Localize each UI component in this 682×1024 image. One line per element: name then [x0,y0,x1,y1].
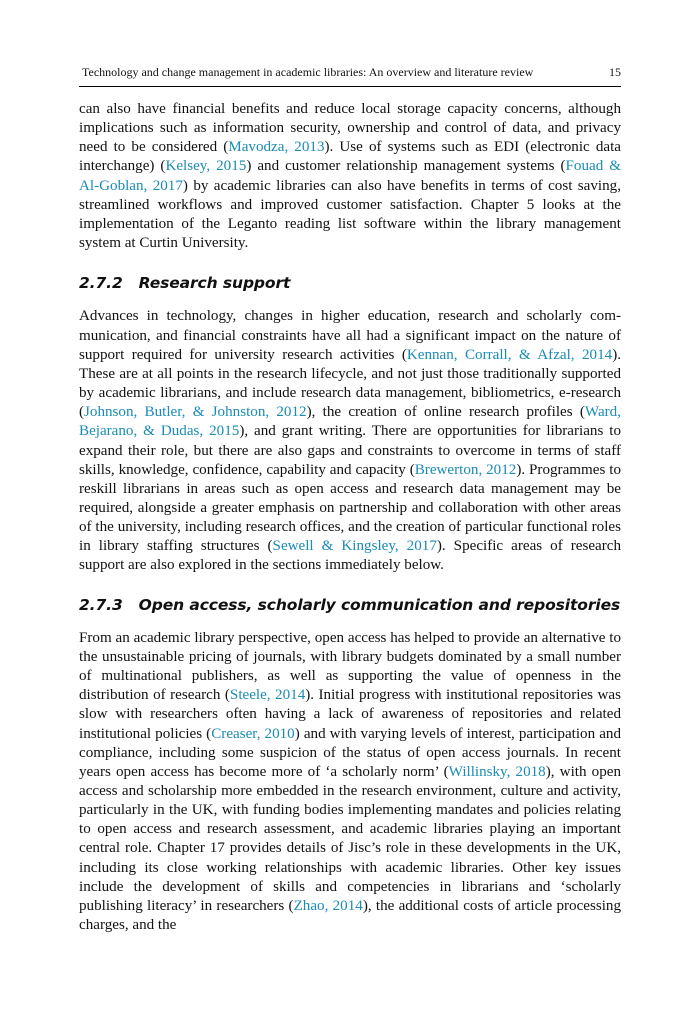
text-run: ). Specific areas of research support are also explored in the sections immediately below. [79,538,621,574]
citation-link[interactable]: Fouad & Al-Goblan, 2017 [79,158,621,194]
text-run: ) by academic libraries can also have benefits in terms of cost saving, streamlined workflows and improved customer satisfaction. Chapter 5 looks at the implementation of the Leganto reading list software within the library management system at Curtin University. [79,177,621,252]
research-support-paragraph [79,307,621,575]
section-number: 2.7.2 [79,274,123,293]
section-title: Open access, scholarly communication and repositories [138,595,621,614]
section-title: Research support [138,274,291,293]
text-run: ). Initial progress with institutional repositories was slow with researchers often having a lack of awareness of repositories and related institutional policies ( [79,687,621,742]
text-run: ). Programmes to reskill librarians in areas such as open access and research data management may be required, alongside a greater emphasis on partnership and collaboration with other areas of the university, including research offices, and the creation of particular functional roles in library staffing structures ( [79,461,621,555]
citation-link[interactable]: Mavodza, 2013 [228,139,325,156]
citation-link[interactable]: Kelsey, 2015 [165,158,247,175]
text-run: ) and customer relationship management systems ( [246,158,566,175]
citation-link[interactable]: Willinsky, 2018 [448,763,546,780]
open-access-paragraph [79,629,621,936]
text-run: ), the creation of online research profiles ( [306,404,585,421]
text-run: can also have financial benefits and reduce local storage capacity concerns, although implications such as information security, ownership and control of data, and privacy need to be considered ( [79,101,621,156]
text-run: ). These are at all points in the research lifecycle, and not just those traditionally supported by academic librarians, and include research data management, bibliometrics, e-research ( [79,346,621,421]
body-text [79,100,621,935]
section-number: 2.7.3 [79,595,123,614]
text-run: From an academic library perspective, open access has helped to provide an alternative to the unsustainable pricing of journals, with library budgets dominated by a small number of multinational publishers, as well as supporting the value of openness in the distribution of research ( [79,629,621,704]
citation-link[interactable]: Johnson, Butler, & Johnston, 2012 [84,404,307,421]
citation-link[interactable]: Kennan, Corrall, & Afzal, 2014 [406,346,613,363]
citation-link[interactable]: Brewerton, 2012 [414,461,517,478]
intro-paragraph [79,100,621,253]
citation-link[interactable]: Sewell & Kingsley, 2017 [272,538,437,555]
citation-link[interactable]: Steele, 2014 [229,687,306,704]
page-number: 15 [609,65,621,79]
running-title: Technology and change management in academic libraries: An overview and literature review [82,65,534,79]
citation-link[interactable]: Zhao, 2014 [293,897,363,914]
text-run: Advances in technology, changes in higher education, research and scholarly communication, and financial constraints have all had a significant impact on the nature of support required for university research activities ( [79,308,621,363]
citation-link[interactable]: Creaser, 2010 [211,725,295,742]
text-run: ), with open access and scholarship more embedded in the research environment, culture and activity, particularly in the UK, with funding bodies implementing mandates and policies relating to open access and research assessment, and academic libraries playing an important central role. Chapter 17 provides details of Jisc’s role in these developments in the UK, including its close working relationships with academic libraries. Other key issues include the development of skills and competencies in librarians and ‘scholarly publishing literacy’ in researchers ( [79,763,621,914]
text-run: ). Use of systems such as EDI (electronic data interchange) ( [79,139,621,175]
citation-link[interactable]: Ward, Bejarano, & Dudas, 2015 [79,404,621,440]
section-heading [79,274,621,293]
text-run: ), the additional costs of article processing charges, and the [79,897,622,934]
text-run: ) and with varying levels of interest, participation and compliance, including some suspicion of the status of open access journals. In recent years open access has become more of ‘a scholarly norm’ ( [79,725,622,780]
running-header [79,64,621,87]
section-heading [79,596,621,615]
text-run: ), and grant writing. There are opportunities for librarians to expand their role, but there are also gaps and constraints to overcome in terms of staff skills, knowledge, confidence, capability and capacity ( [79,423,621,478]
